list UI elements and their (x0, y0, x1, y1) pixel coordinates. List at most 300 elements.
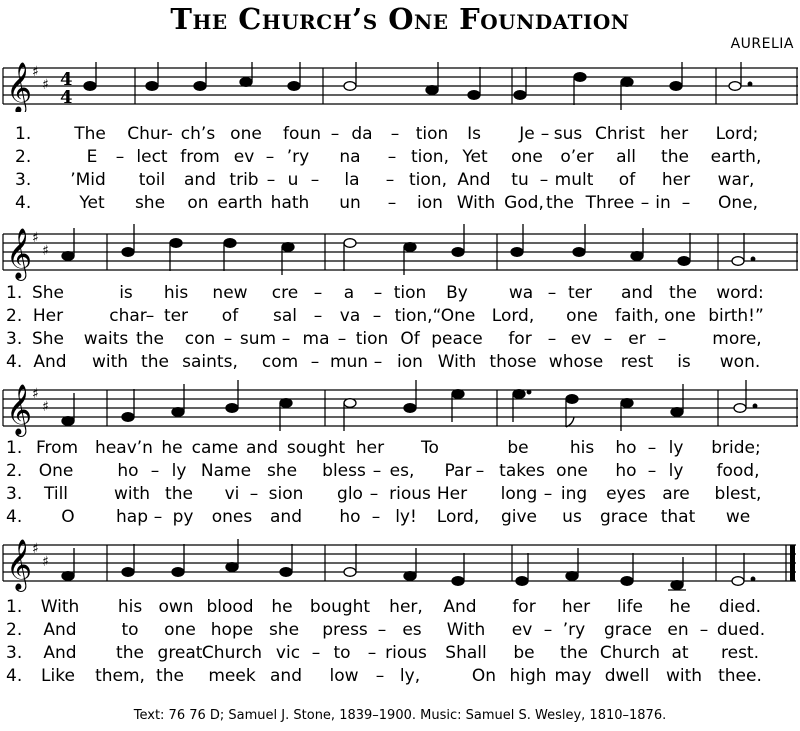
lyric-syllable: life (617, 597, 643, 617)
lyric-syllable: her (659, 124, 689, 144)
verse-line (0, 643, 800, 664)
lyric-syllable: – (387, 147, 397, 167)
lyric-syllable: heav’n (95, 438, 153, 458)
lyric-syllable: a (343, 283, 355, 303)
staff-3 (0, 376, 800, 438)
lyric-syllable: all (616, 147, 636, 167)
lyric-syllable: dwell (604, 666, 650, 686)
staff-4 (0, 531, 800, 593)
lyric-syllable: be (507, 438, 529, 458)
lyric-syllable: – (249, 484, 259, 504)
lyric-syllable: we (725, 507, 751, 527)
lyric-syllable: – (647, 438, 657, 458)
lyric-syllable: One, (717, 193, 759, 213)
lyric-syllable: – (311, 643, 321, 663)
verse-line (0, 306, 800, 327)
lyric-syllable: com (261, 352, 299, 372)
lyric-syllable: – (373, 352, 383, 372)
verse-line (0, 329, 800, 350)
lyric-syllable: sus (553, 124, 583, 144)
lyric-syllable: the (141, 352, 169, 372)
svg-text:𝄞: 𝄞 (6, 384, 33, 435)
lyric-syllable: E (86, 147, 98, 167)
lyric-syllable: new (212, 283, 248, 303)
lyric-syllable: ma (302, 329, 330, 349)
lyric-syllable: one (230, 124, 262, 144)
lyric-syllable: And (43, 620, 77, 640)
lyric-syllable: hap (116, 507, 148, 527)
lyric-syllable: Lord, (436, 507, 480, 527)
lyric-syllable: came (191, 438, 239, 458)
lyric-syllable: the (546, 193, 574, 213)
tune-name: AURELIA (730, 36, 794, 52)
lyric-syllable: ter (567, 283, 593, 303)
lyric-syllable: – (223, 329, 233, 349)
lyric-syllable: of (221, 306, 239, 326)
verse-number: 3. (15, 170, 32, 190)
lyric-syllable: – (310, 352, 320, 372)
lyric-syllable: She (31, 329, 65, 349)
lyric-syllable: he (271, 597, 293, 617)
lyric-syllable: and (184, 170, 216, 190)
lyric-syllable: saints, (182, 352, 238, 372)
lyric-syllable: won. (719, 352, 761, 372)
lyric-syllable: – (150, 461, 160, 481)
hymn-title: The Church’s One Foundation (170, 2, 630, 36)
svg-text:♯: ♯ (42, 399, 49, 415)
lyric-syllable: By (446, 283, 468, 303)
lyric-syllable: one (664, 306, 696, 326)
lyric-syllable: of (618, 170, 636, 190)
verse-line (0, 124, 800, 145)
lyric-syllable: cre (271, 283, 299, 303)
svg-text:♯: ♯ (32, 386, 39, 402)
lyric-syllable: – (657, 329, 667, 349)
lyric-syllable: she (268, 620, 300, 640)
verse-number: 1. (15, 124, 32, 144)
lyric-syllable: birth!” (708, 306, 764, 326)
lyric-syllable: ho (339, 507, 361, 527)
verse-number: 1. (6, 597, 23, 617)
lyric-syllable: With (446, 620, 486, 640)
lyric-syllable: great (157, 643, 203, 663)
lyric-syllable: – (266, 170, 276, 190)
verse-line (0, 283, 800, 304)
lyric-syllable: food, (716, 461, 760, 481)
lyric-syllable: – (547, 283, 557, 303)
lyric-syllable: Is (467, 124, 481, 144)
lyric-syllable: the (661, 147, 689, 167)
staff-2 (0, 220, 800, 282)
lyric-syllable: tu (511, 170, 529, 190)
lyric-syllable: er (628, 329, 646, 349)
svg-text:♯: ♯ (42, 554, 49, 570)
lyric-syllable: va (339, 306, 361, 326)
lyric-syllable: with (91, 352, 129, 372)
lyric-syllable: – (543, 484, 553, 504)
lyric-syllable: And (457, 170, 491, 190)
verse-number: 4. (6, 352, 23, 372)
lyric-syllable: – (369, 484, 379, 504)
lyric-syllable: py (172, 507, 194, 527)
lyric-syllable: – (372, 461, 382, 481)
lyric-syllable: is (119, 283, 133, 303)
verse-line (0, 666, 800, 687)
lyric-syllable: – (390, 124, 400, 144)
lyric-syllable: the (156, 666, 184, 686)
svg-text:𝄞: 𝄞 (6, 62, 33, 112)
lyric-syllable: own (158, 597, 194, 617)
lyric-syllable: the (669, 283, 697, 303)
lyric-syllable: lect (136, 147, 168, 167)
lyric-syllable: The (74, 124, 106, 144)
lyric-syllable: whose (548, 352, 604, 372)
lyric-syllable: – (313, 306, 323, 326)
lyric-syllable: ev (511, 620, 533, 640)
lyric-syllable: Her (436, 484, 468, 504)
lyric-syllable: her (355, 438, 385, 458)
lyric-syllable: rious (385, 643, 427, 663)
lyric-syllable: Par (444, 461, 472, 481)
lyric-syllable: those (489, 352, 537, 372)
lyric-syllable: grace (603, 620, 653, 640)
lyric-syllable: give (500, 507, 538, 527)
lyric-syllable: Church (201, 643, 263, 663)
lyric-syllable: – (310, 170, 320, 190)
lyric-syllable: – (540, 124, 550, 144)
lyric-syllable: us (562, 507, 582, 527)
lyric-syllable: ho (615, 438, 637, 458)
lyric-syllable: – (330, 124, 340, 144)
lyric-syllable: u (287, 170, 299, 190)
lyric-syllable: ter (163, 306, 189, 326)
lyric-syllable: long (500, 484, 538, 504)
lyric-syllable: from (180, 147, 220, 167)
lyric-syllable: the (165, 484, 193, 504)
lyric-syllable: rest (620, 352, 654, 372)
lyric-syllable: – (337, 329, 347, 349)
lyric-syllable: bought (309, 597, 371, 617)
lyric-syllable: his (117, 597, 143, 617)
lyric-syllable: blood (206, 597, 254, 617)
verse-number: 3. (6, 484, 23, 504)
lyric-syllable: – (387, 193, 397, 213)
lyric-syllable: tion (415, 124, 449, 144)
lyric-syllable: at (671, 643, 689, 663)
lyric-syllable: mun (329, 352, 369, 372)
verse-line (0, 352, 800, 373)
lyric-syllable: press (322, 620, 368, 640)
lyric-syllable: en (667, 620, 689, 640)
lyric-syllable: tion,“One (394, 306, 476, 326)
verse-line (0, 597, 800, 618)
staff-1 (0, 62, 800, 112)
verse-number: 1. (6, 438, 23, 458)
lyric-syllable: Christ (595, 124, 645, 144)
lyric-syllable: – (373, 283, 383, 303)
svg-text:4: 4 (60, 87, 73, 108)
verse-line (0, 484, 800, 505)
lyric-syllable: in (655, 193, 671, 213)
lyric-syllable: Her (32, 306, 64, 326)
lyric-syllable: thee. (718, 666, 762, 686)
lyric-syllable: glo (337, 484, 363, 504)
lyric-syllable: vic (275, 643, 301, 663)
lyric-syllable: la (344, 170, 360, 190)
lyric-syllable: be (513, 643, 535, 663)
lyric-syllable: bride; (711, 438, 761, 458)
lyric-syllable: one (556, 461, 588, 481)
lyric-syllable: trib (229, 170, 259, 190)
lyric-syllable: dued. (716, 620, 766, 640)
lyric-syllable: with (665, 666, 703, 686)
lyric-syllable: ho (117, 461, 139, 481)
lyric-syllable: ch’s (180, 124, 216, 144)
svg-text:♯: ♯ (42, 243, 49, 259)
lyric-syllable: sal (273, 306, 297, 326)
verse-number: 3. (6, 329, 23, 349)
lyric-syllable: that (660, 507, 696, 527)
lyric-syllable: war, (717, 170, 755, 190)
lyric-syllable: bless (322, 461, 366, 481)
lyric-syllable: and (270, 507, 302, 527)
lyric-syllable: his (569, 438, 595, 458)
lyric-syllable: ev (570, 329, 592, 349)
verse-line (0, 461, 800, 482)
lyric-syllable: more, (712, 329, 762, 349)
lyric-syllable: one (511, 147, 543, 167)
lyric-syllable: takes (499, 461, 545, 481)
lyric-syllable: wa (508, 283, 534, 303)
lyric-syllable: grace (599, 507, 649, 527)
credit-line: Text: 76 76 D; Samuel J. Stone, 1839–1900. Music: Samuel S. Wesley, 1810–1876. (133, 708, 667, 723)
svg-text:♯: ♯ (42, 77, 49, 93)
lyric-syllable: o’er (560, 147, 594, 167)
lyric-syllable: – (543, 620, 553, 640)
lyric-syllable: – (367, 643, 377, 663)
lyric-syllable: – (475, 461, 485, 481)
lyric-syllable: – (647, 461, 657, 481)
verse-number: 4. (6, 507, 23, 527)
lyric-syllable: – (385, 170, 395, 190)
lyric-syllable: – (539, 170, 549, 190)
lyric-syllable: un (339, 193, 361, 213)
lyric-syllable: Je (519, 124, 535, 144)
lyric-syllable: Name (200, 461, 252, 481)
lyric-syllable: rious (389, 484, 431, 504)
lyric-syllable: – (145, 306, 155, 326)
lyric-syllable: earth (217, 193, 263, 213)
verse-number: 3. (6, 643, 23, 663)
lyric-syllable: Chur- (127, 124, 173, 144)
lyric-syllable: With (437, 352, 477, 372)
verse-line (0, 147, 800, 168)
lyric-syllable: the (136, 329, 164, 349)
lyric-syllable: her, (389, 597, 423, 617)
lyric-syllable: ly! (395, 507, 417, 527)
verse-line (0, 170, 800, 191)
lyric-syllable: meek (208, 666, 256, 686)
lyric-syllable: sought (286, 438, 346, 458)
lyric-syllable: ly (668, 438, 684, 458)
lyric-syllable: Lord; (715, 124, 759, 144)
lyric-syllable: She (31, 283, 65, 303)
lyric-syllable: – (603, 329, 613, 349)
lyric-syllable: blest, (714, 484, 762, 504)
lyric-syllable: Church (599, 643, 661, 663)
lyric-syllable: he (161, 438, 183, 458)
lyric-syllable: On (471, 666, 497, 686)
lyric-syllable: Lord, (491, 306, 535, 326)
svg-text:𝄞: 𝄞 (6, 228, 33, 279)
lyric-syllable: – (377, 620, 387, 640)
lyric-syllable: es, (389, 461, 415, 481)
lyric-syllable: high (509, 666, 547, 686)
lyric-syllable: her (661, 170, 691, 190)
svg-text:𝄞: 𝄞 (6, 539, 33, 590)
verse-number: 1. (6, 283, 23, 303)
lyric-syllable: Yet (462, 147, 488, 167)
lyric-syllable: And (443, 597, 477, 617)
verse-number: 2. (6, 461, 23, 481)
lyric-syllable: vi (224, 484, 240, 504)
lyric-syllable: To (421, 438, 439, 458)
svg-text:♯: ♯ (32, 230, 39, 246)
lyric-syllable: And (43, 643, 77, 663)
verse-line (0, 507, 800, 528)
verse-number: 2. (6, 620, 23, 640)
lyric-syllable: – (375, 666, 385, 686)
lyric-syllable: hath (270, 193, 310, 213)
lyric-syllable: the (560, 643, 588, 663)
lyric-syllable: With (40, 597, 80, 617)
lyric-syllable: died. (718, 597, 762, 617)
svg-text:♯: ♯ (32, 541, 39, 557)
lyric-syllable: for (508, 329, 532, 349)
lyric-syllable: may (554, 666, 592, 686)
lyric-syllable: ev (233, 147, 255, 167)
lyric-syllable: O (61, 507, 75, 527)
lyric-syllable: to (121, 620, 139, 640)
lyric-syllable: – (699, 620, 709, 640)
lyric-syllable: tion, (409, 170, 447, 190)
verse-line (0, 438, 800, 459)
verse-line (0, 193, 800, 214)
lyric-syllable: ion (417, 193, 443, 213)
lyric-syllable: she (266, 461, 298, 481)
lyric-syllable: and (621, 283, 653, 303)
lyric-syllable: Till (43, 484, 69, 504)
lyric-syllable: – (153, 507, 163, 527)
lyric-syllable: – (265, 147, 275, 167)
lyric-syllable: peace (431, 329, 483, 349)
lyric-syllable: Of (400, 329, 420, 349)
lyric-syllable: she (134, 193, 166, 213)
verse-line (0, 620, 800, 641)
lyric-syllable: – (313, 283, 323, 303)
lyric-syllable: ’ry (562, 620, 586, 640)
lyric-syllable: tion (393, 283, 427, 303)
lyric-syllable: ho (615, 461, 637, 481)
svg-text:4: 4 (60, 69, 73, 90)
lyric-syllable: With (456, 193, 496, 213)
lyric-syllable: char (109, 306, 147, 326)
verse-number: 2. (15, 147, 32, 167)
lyric-syllable: sion (268, 484, 304, 504)
svg-text:♯: ♯ (32, 64, 39, 80)
lyric-syllable: mult (554, 170, 594, 190)
lyric-syllable: are (662, 484, 690, 504)
lyric-syllable: tion, (411, 147, 449, 167)
lyric-syllable: – (681, 193, 691, 213)
lyric-syllable: foun (283, 124, 321, 144)
lyric-syllable: on (187, 193, 209, 213)
lyric-syllable: with (113, 484, 151, 504)
lyric-syllable: da (351, 124, 373, 144)
lyric-syllable: And (33, 352, 67, 372)
lyric-syllable: Shall (445, 643, 487, 663)
lyric-syllable: Yet (79, 193, 105, 213)
lyric-syllable: the (116, 643, 144, 663)
lyric-syllable: eyes (606, 484, 646, 504)
verse-number: 2. (6, 306, 23, 326)
lyric-syllable: ly, (399, 666, 421, 686)
lyric-syllable: his (163, 283, 189, 303)
verse-number: 4. (6, 666, 23, 686)
lyric-syllable: ’ry (286, 147, 310, 167)
lyric-syllable: ’Mid (70, 170, 106, 190)
lyric-syllable: earth, (710, 147, 762, 167)
lyric-syllable: ones (211, 507, 253, 527)
lyric-syllable: ion (397, 352, 423, 372)
verse-number: 4. (15, 193, 32, 213)
lyric-syllable: – (372, 306, 382, 326)
lyric-syllable: – (115, 147, 125, 167)
lyric-syllable: he (669, 597, 691, 617)
lyric-syllable: is (677, 352, 691, 372)
lyric-syllable: hope (210, 620, 254, 640)
lyric-syllable: tion (355, 329, 389, 349)
lyric-syllable: – (547, 329, 557, 349)
lyric-syllable: faith, (615, 306, 659, 326)
lyric-syllable: for (512, 597, 536, 617)
lyric-syllable: low (329, 666, 359, 686)
lyric-syllable: ing (560, 484, 588, 504)
lyric-syllable: waits (83, 329, 129, 349)
lyric-syllable: to (333, 643, 351, 663)
lyric-syllable: Three (585, 193, 635, 213)
lyric-syllable: One (38, 461, 74, 481)
lyric-syllable: and (246, 438, 278, 458)
lyric-syllable: word: (716, 283, 764, 303)
lyric-syllable: one (164, 620, 196, 640)
lyric-syllable: ly (668, 461, 684, 481)
lyric-syllable: – (281, 329, 291, 349)
lyric-syllable: and (270, 666, 302, 686)
lyric-syllable: ly (171, 461, 187, 481)
lyric-syllable: – (640, 193, 650, 213)
lyric-syllable: them, (95, 666, 145, 686)
lyric-syllable: – (371, 507, 381, 527)
lyric-syllable: God, (504, 193, 544, 213)
lyric-syllable: rest. (720, 643, 760, 663)
lyric-syllable: From (35, 438, 79, 458)
lyric-syllable: her (561, 597, 591, 617)
lyric-syllable: Like (41, 666, 75, 686)
lyric-syllable: toil (138, 170, 166, 190)
lyric-syllable: one (566, 306, 598, 326)
lyric-syllable: na (339, 147, 361, 167)
